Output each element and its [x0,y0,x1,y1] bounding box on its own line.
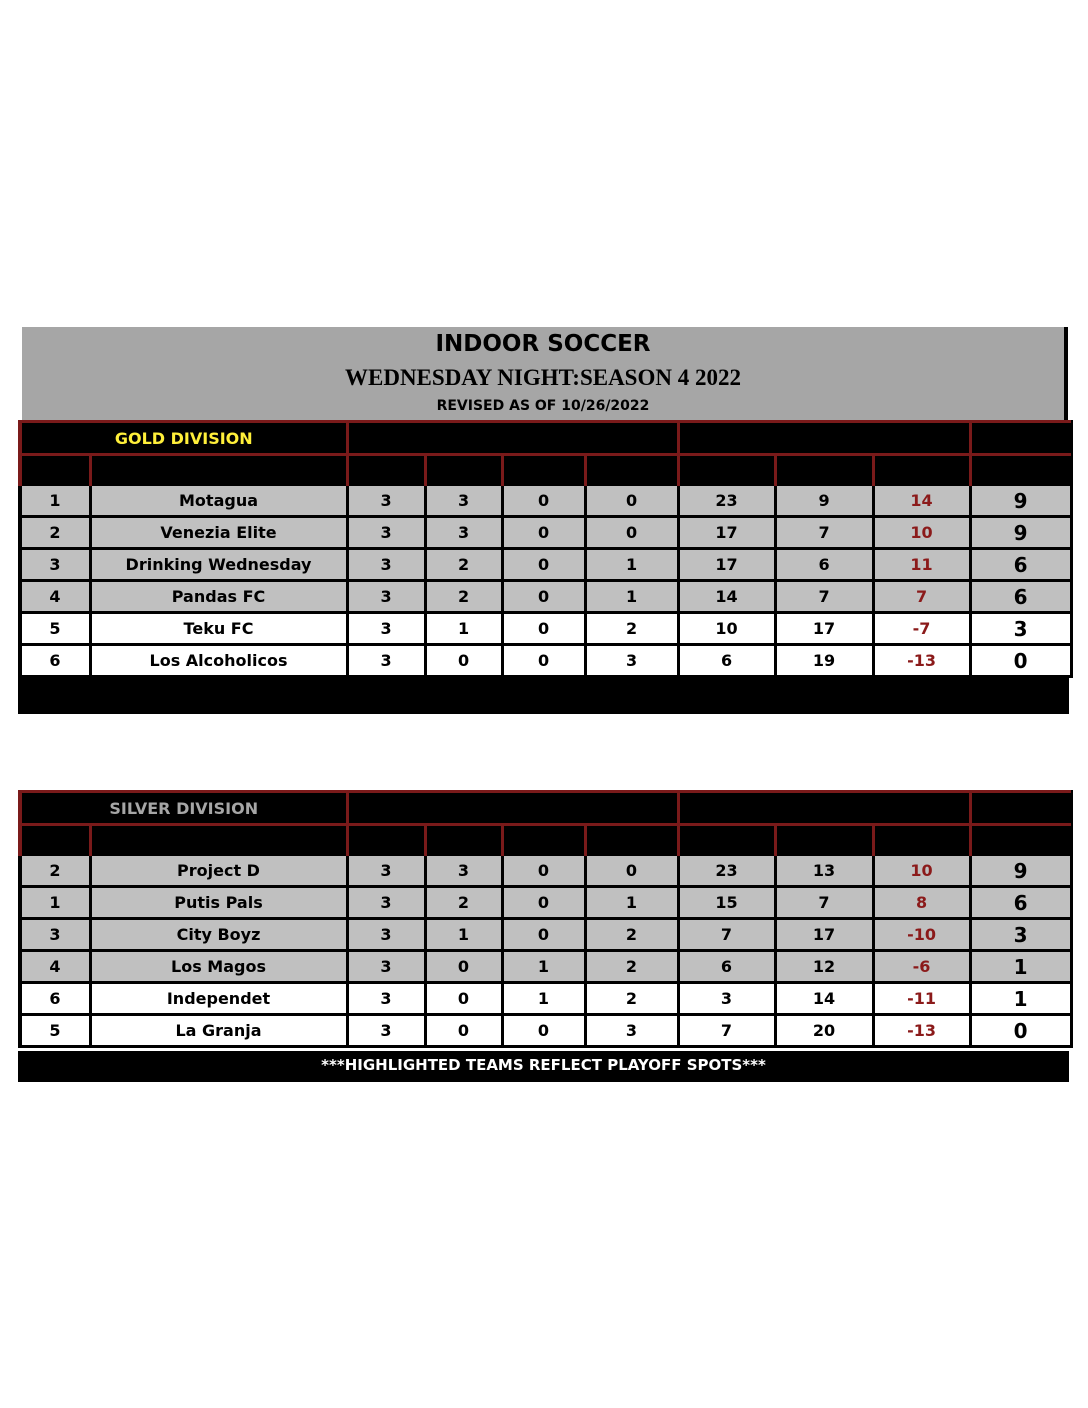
col-games: GAMES [347,455,425,485]
gold-division-table [18,420,1073,678]
cell-for: 15 [678,887,775,919]
cell-wins: 0 [425,951,502,983]
col-diff: DIFF. [873,825,970,855]
table-row [20,983,1071,1015]
cell-team: City Boyz [90,919,347,951]
col-losses: LOSSES [585,455,678,485]
cell-against: 14 [775,983,873,1015]
table-row [20,855,1071,887]
cell-wins: 3 [425,485,502,517]
cell-for: 6 [678,951,775,983]
col-ties: TIES [502,825,585,855]
season-record-header: SEASON RECORD [347,792,678,825]
cell-against: 17 [775,919,873,951]
cell-points: 6 [970,887,1071,919]
cell-games: 3 [347,613,425,645]
revised-date: REVISED AS OF 10/26/2022 [436,398,650,414]
total-header: TOTAL [970,422,1071,455]
cell-team: Drinking Wednesday [90,549,347,581]
cell-diff: 14 [873,485,970,517]
col-wins: WINS [425,455,502,485]
cell-ties: 1 [502,951,585,983]
cell-pos: 1 [20,485,90,517]
col-team-name: TEAM NAME [90,455,347,485]
cell-team: Teku FC [90,613,347,645]
col-diff: DIFF. [873,455,970,485]
col-against: AGAINST [775,825,873,855]
cell-points: 9 [970,517,1071,549]
cell-pos: 4 [20,581,90,613]
cell-wins: 0 [425,645,502,677]
cell-losses: 2 [585,951,678,983]
cell-games: 3 [347,919,425,951]
cell-against: 6 [775,549,873,581]
cell-points: 9 [970,855,1071,887]
cell-games: 3 [347,951,425,983]
cell-pos: 5 [20,1015,90,1047]
cell-ties: 0 [502,1015,585,1047]
table-row [20,581,1071,613]
col-ties: TIES [502,455,585,485]
table-row [20,485,1071,517]
cell-wins: 2 [425,581,502,613]
cell-losses: 1 [585,581,678,613]
cell-for: 23 [678,855,775,887]
cell-for: 3 [678,983,775,1015]
cell-pos: 3 [20,549,90,581]
cell-diff: -6 [873,951,970,983]
cell-points: 0 [970,645,1071,677]
cell-ties: 0 [502,549,585,581]
col-wins: WINS [425,825,502,855]
cell-for: 7 [678,1015,775,1047]
cell-against: 7 [775,887,873,919]
cell-ties: 0 [502,485,585,517]
cell-for: 7 [678,919,775,951]
cell-diff: 10 [873,517,970,549]
cell-against: 13 [775,855,873,887]
cell-losses: 1 [585,549,678,581]
cell-for: 14 [678,581,775,613]
cell-points: 0 [970,1015,1071,1047]
group-header-row [20,792,1071,825]
cell-team: Motagua [90,485,347,517]
cell-ties: 0 [502,517,585,549]
cell-team: Putis Pals [90,887,347,919]
cell-ties: 0 [502,919,585,951]
cell-team: Venezia Elite [90,517,347,549]
group-header-row [20,422,1071,455]
col-for: FOR [678,455,775,485]
cell-losses: 3 [585,645,678,677]
page-subtitle: WEDNESDAY NIGHT:SEASON 4 2022 [345,365,741,390]
cell-against: 20 [775,1015,873,1047]
cell-wins: 3 [425,517,502,549]
column-header-row [20,825,1071,855]
cell-diff: -13 [873,1015,970,1047]
cell-points: 1 [970,983,1071,1015]
playoff-note: ***HIGHLIGHTED TEAMS REFLECT PLAYOFF SPOTS*** [18,1051,1069,1082]
cell-diff: 7 [873,581,970,613]
cell-ties: 0 [502,581,585,613]
cell-team: Independet [90,983,347,1015]
cell-for: 17 [678,517,775,549]
cell-team: Los Alcoholicos [90,645,347,677]
col-pos: POS. [20,825,90,855]
page-title: INDOOR SOCCER [435,331,651,357]
cell-for: 17 [678,549,775,581]
cell-ties: 0 [502,855,585,887]
cell-losses: 0 [585,855,678,887]
table-row [20,613,1071,645]
cell-wins: 3 [425,855,502,887]
cell-pos: 2 [20,517,90,549]
cell-for: 10 [678,613,775,645]
column-header-row [20,455,1071,485]
cell-points: 3 [970,613,1071,645]
col-points: POINTS [970,455,1071,485]
cell-losses: 0 [585,517,678,549]
table-row [20,887,1071,919]
cell-losses: 0 [585,485,678,517]
col-games: GAMES [347,825,425,855]
cell-pos: 2 [20,855,90,887]
cell-ties: 0 [502,887,585,919]
table-row [20,919,1071,951]
cell-diff: -7 [873,613,970,645]
gold-table-footer-bar [18,676,1069,714]
silver-division-table [18,790,1073,1048]
cell-wins: 1 [425,613,502,645]
table-row [20,517,1071,549]
cell-points: 6 [970,549,1071,581]
cell-games: 3 [347,517,425,549]
cell-points: 9 [970,485,1071,517]
cell-diff: -11 [873,983,970,1015]
cell-losses: 1 [585,887,678,919]
gold-division-label: GOLD DIVISION [20,422,347,455]
table-row [20,549,1071,581]
cell-wins: 0 [425,983,502,1015]
col-team-name: TEAM NAME [90,825,347,855]
cell-against: 12 [775,951,873,983]
cell-games: 3 [347,1015,425,1047]
cell-pos: 4 [20,951,90,983]
title-banner [22,327,1068,420]
cell-wins: 2 [425,549,502,581]
cell-against: 7 [775,517,873,549]
cell-ties: 0 [502,613,585,645]
cell-losses: 3 [585,1015,678,1047]
cell-pos: 6 [20,983,90,1015]
cell-pos: 1 [20,887,90,919]
cell-diff: -13 [873,645,970,677]
cell-team: Los Magos [90,951,347,983]
cell-for: 23 [678,485,775,517]
cell-losses: 2 [585,613,678,645]
cell-points: 1 [970,951,1071,983]
cell-games: 3 [347,887,425,919]
cell-diff: 11 [873,549,970,581]
goals-header: GOALS [678,792,970,825]
cell-team: La Granja [90,1015,347,1047]
cell-wins: 0 [425,1015,502,1047]
cell-points: 3 [970,919,1071,951]
cell-pos: 6 [20,645,90,677]
cell-diff: -10 [873,919,970,951]
cell-games: 3 [347,581,425,613]
cell-against: 17 [775,613,873,645]
cell-diff: 10 [873,855,970,887]
cell-ties: 0 [502,645,585,677]
table-row [20,645,1071,677]
cell-against: 19 [775,645,873,677]
col-pos: POS. [20,455,90,485]
cell-games: 3 [347,855,425,887]
col-points: POINTS [970,825,1071,855]
season-record-header: SEASON RECORD [347,422,678,455]
goals-header: GOALS [678,422,970,455]
table-row [20,1015,1071,1047]
col-losses: LOSSES [585,825,678,855]
cell-team: Project D [90,855,347,887]
cell-pos: 3 [20,919,90,951]
cell-games: 3 [347,645,425,677]
cell-against: 9 [775,485,873,517]
cell-against: 7 [775,581,873,613]
cell-points: 6 [970,581,1071,613]
cell-ties: 1 [502,983,585,1015]
cell-losses: 2 [585,983,678,1015]
cell-diff: 8 [873,887,970,919]
col-for: FOR [678,825,775,855]
cell-games: 3 [347,549,425,581]
total-header: TOTAL [970,792,1071,825]
silver-division-label: SILVER DIVISION [20,792,347,825]
cell-team: Pandas FC [90,581,347,613]
cell-wins: 1 [425,919,502,951]
cell-losses: 2 [585,919,678,951]
cell-games: 3 [347,983,425,1015]
cell-wins: 2 [425,887,502,919]
cell-for: 6 [678,645,775,677]
cell-games: 3 [347,485,425,517]
table-row [20,951,1071,983]
col-against: AGAINST [775,455,873,485]
cell-pos: 5 [20,613,90,645]
